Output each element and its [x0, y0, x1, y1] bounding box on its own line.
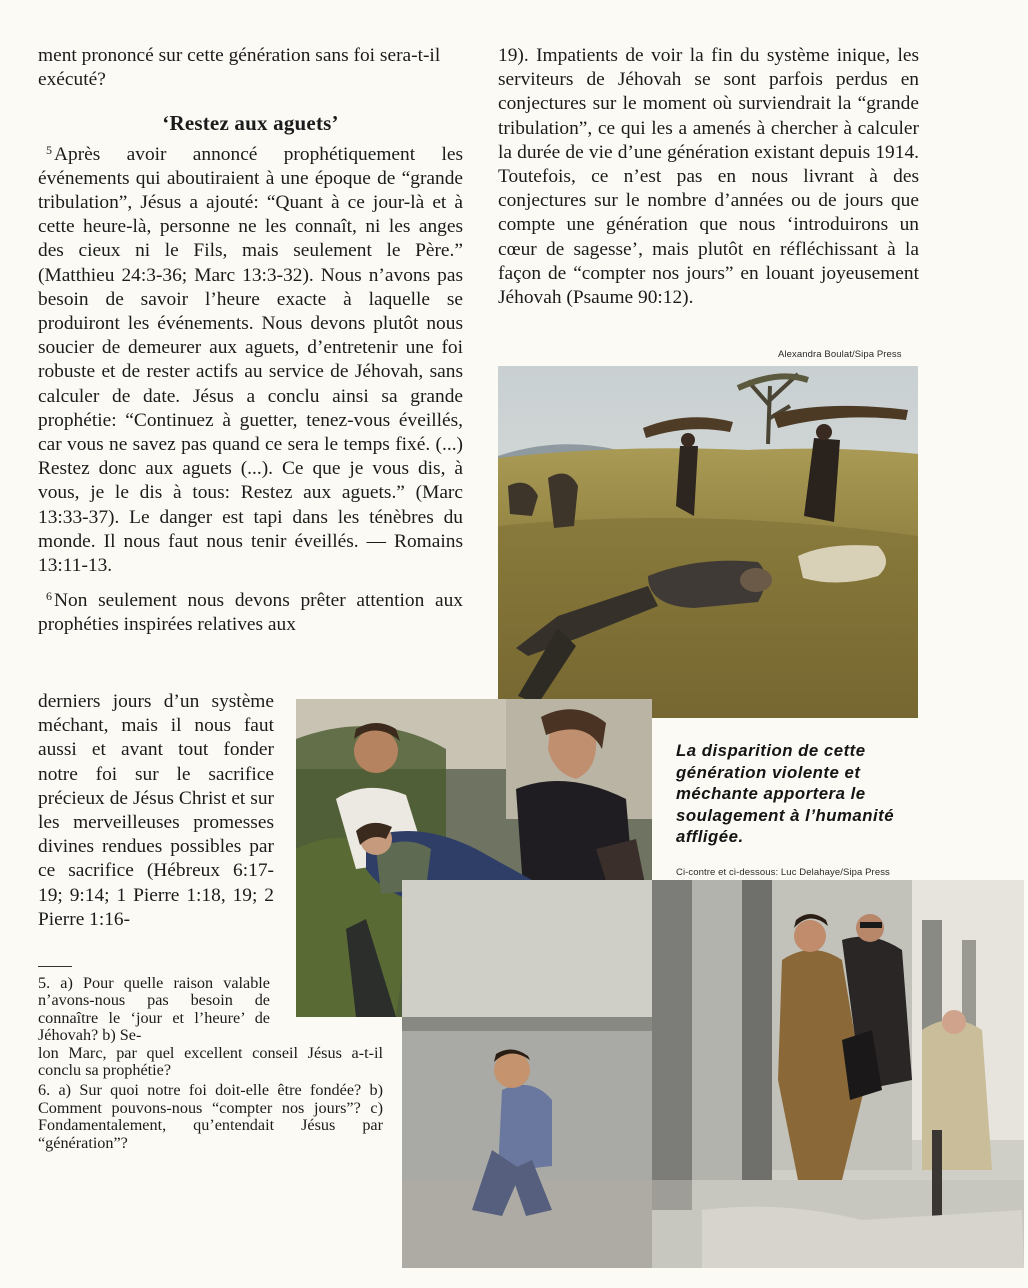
question-5-part2: lon Marc, par quel excellent conseil Jésus a-t-il conclu sa prophétie?	[38, 1043, 383, 1080]
photo-caption: La disparition de cette génération violente et méchante apportera le soulagement à l’humanité affligée.	[676, 741, 895, 847]
photo-street-scene	[402, 880, 1024, 1268]
paragraph-5-text: Après avoir annoncé prophétiquement les événements qui aboutiraient à une époque de “grande tribulation”, Jésus a ajouté: “Quant à ce jour-là et à cette heure-là, personne ne les connaît, ni les anges des cieux ni le Fils, mais seulement le Père.” (Matthieu 24:3-36; Marc 13:3-32). Nous n’avons pas besoin de savoir l’heure exacte à laquelle se produiront les événements. Nous devons plutôt nous soucier de demeurer aux aguets, d’entretenir une foi robuste et de rester actifs au service de Jéhovah, sans calculer de date. Jésus a conclu ainsi sa grande prophétie: “Continuez à guetter, tenez-vous éveillés, car vous ne savez pas quand ce sera le temps fixé. (...) Restez donc aux aguets (...). Ce que je vous dis, à vous, je le dis à tous: Restez aux aguets.” (Marc 13:33-37). Le danger est tapi dans les ténèbres du monde. Il nous faut nous tenir éveillés. — Romains 13:11-13.	[38, 143, 463, 577]
photo-field-scene	[498, 366, 918, 718]
paragraph-5	[38, 138, 463, 579]
paragraph-number-5: 5	[46, 142, 52, 157]
photo-credit-bottom: Ci-contre et ci-dessous: Luc Delahaye/Sipa Press	[676, 867, 890, 878]
paragraph-6-text: Non seulement nous devons prêter attention aux prophéties inspirées relatives aux	[38, 590, 463, 636]
questions-divider	[38, 966, 72, 967]
paragraph-number-6: 6	[46, 589, 52, 604]
question-6: 6. a) Sur quoi notre foi doit-elle être fondée? b) Comment pouvons-nous “compter nos jours”? c) Fondamentalement, qu’entendait Jésus par “génération”?	[38, 1081, 383, 1152]
question-5-part1: 5. a) Pour quelle raison valable n’avons-nous pas besoin de connaître le ‘jour et l’heure’ de Jéhovah? b) Se-	[38, 974, 270, 1045]
photo-credit-top: Alexandra Boulat/Sipa Press	[778, 349, 902, 360]
paragraph-6	[38, 584, 463, 637]
section-subheading: ‘Restez aux aguets’	[162, 111, 339, 136]
paragraph-continued: 19). Impatients de voir la fin du système inique, les serviteurs de Jéhovah se sont parfois perdus en conjectures sur le moment où surviendrait la “grande tribulation”, ce qui les a amenés à chercher à calculer la durée de vie d’une génération existant depuis 1914. Toutefois, ce n’est pas en nous livrant à des conjectures sur le nombre d’années ou de jours que compte une génération que nous ‘introduirons un cœur de sagesse’, mais plutôt en réfléchissant à la façon de “compter nos jours” en louant joyeusement Jéhovah (Psaume 90:12).	[498, 45, 919, 309]
intro-paragraph: ment prononcé sur cette génération sans foi sera-t-il exécuté?	[38, 45, 441, 91]
right-column	[498, 44, 919, 310]
left-column	[38, 44, 463, 638]
paragraph-6-continued: derniers jours d’un système méchant, mais il nous faut aussi et avant tout fonder notre foi sur le sacrifice précieux de Jésus Christ et sur les merveilleuses promesses divines rendues possibles par ce sacrifice (Hébreux 6:17-19; 9:14; 1 Pierre 1:18, 19; 2 Pierre 1:16-	[38, 691, 274, 930]
